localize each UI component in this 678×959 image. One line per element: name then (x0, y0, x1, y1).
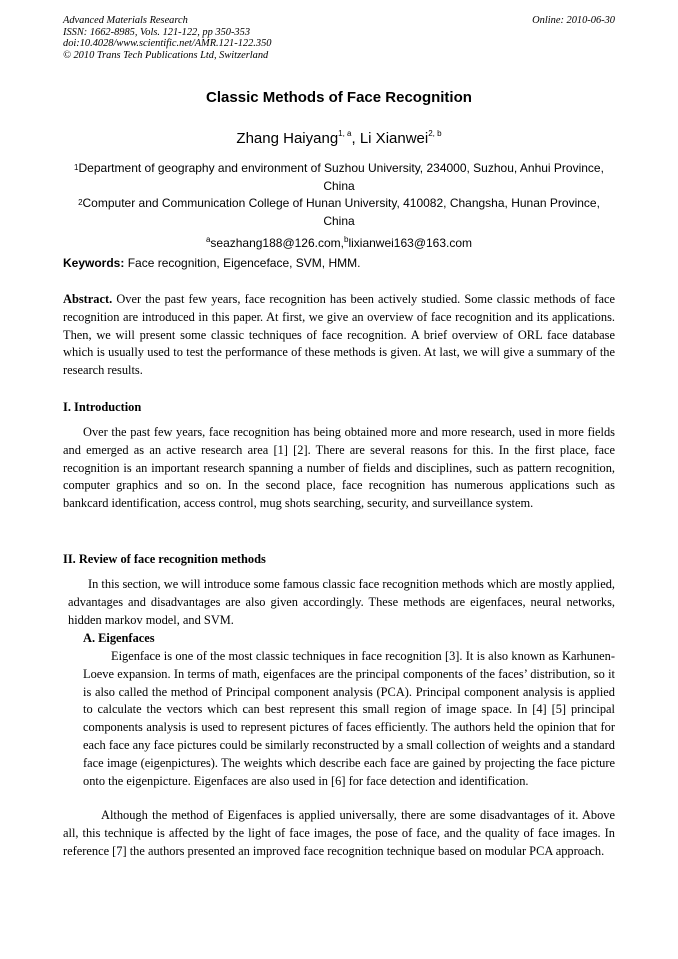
email-2: lixianwei163@163.com (348, 236, 473, 250)
issn-line: ISSN: 1662-8985, Vols. 121-122, pp 350-353 (63, 26, 251, 38)
abstract-text: Over the past few years, face recognition has been actively studied. Some classic methods of face recognition are introduced in this paper. At first, we give an overview of face recognition and its applications. Then, we will present some classic techniques of face recognition. A brief overview of ORL face database which is usually used to test the performance of these methods is given. At last, we will give a summary of the research results. (63, 292, 615, 378)
affiliation-2-line-1: Computer and Communication College of Hunan University, 410082, Changsha, Hunan Province, (82, 196, 600, 210)
journal-name: Advanced Materials Research (63, 15, 188, 26)
email-a-sup: a (205, 235, 211, 244)
keywords (63, 256, 360, 270)
affiliation-2-line-2: China (323, 213, 355, 228)
abstract (63, 291, 615, 380)
affiliation-2 (63, 195, 615, 230)
keywords-text: Face recognition, Eigenceface, SVM, HMM. (124, 256, 361, 270)
keywords-label: Keywords: (63, 256, 125, 270)
online-date: Online: 2010-06-30 (532, 15, 615, 26)
email-1: seazhang188@126.com, (210, 236, 344, 250)
paper-title: Classic Methods of Face Recognition (206, 89, 472, 106)
section-1-text: Over the past few years, face recognition has being obtained more and more research, used in more fields and emerged as an active research area [1] [2]. There are several reasons for this. In the first place, face recognition is an important research spanning a number of fields and disciplines, such as pattern recognition, computer graphics and so on. In the second place, face recognition has numerous applications such as bankcard identification, access control, mug shots searching, security, and surveillance system. (63, 425, 615, 511)
author-1-sup: 1, a (338, 129, 352, 138)
affiliation-1 (63, 160, 615, 195)
affiliation-1-line-2: China (323, 178, 355, 193)
author-separator: , (351, 130, 360, 147)
abstract-label: Abstract. (63, 292, 113, 306)
email-b-sup: b (344, 235, 349, 244)
journal-header (63, 15, 271, 61)
subsection-a-heading: A. Eigenfaces (83, 631, 155, 645)
eigenfaces-paragraph-2: Although the method of Eigenfaces is applied universally, there are some disadvantages of it. Above all, this technique is affected by the light of face images, the pose of face, and the quality of face images. In reference [7] the authors presented an improved face recognition technique based on modular PCA approach. (63, 808, 615, 858)
email-line (0, 236, 678, 250)
section-2-heading: II. Review of face recognition methods (63, 552, 266, 566)
author-2: Li Xianwei (359, 130, 429, 147)
author-line (0, 130, 678, 147)
affiliation-1-line-1: Department of geography and environment of Suzhou University, 234000, Suzhou, Anhui Province, (78, 161, 604, 175)
affiliation-2-sup: 2 (78, 198, 83, 207)
author-1: Zhang Haiyang (236, 130, 339, 147)
author-2-sup: 2, b (428, 129, 442, 138)
section-1-heading: I. Introduction (63, 400, 142, 414)
doi-line: doi:10.4028/www.scientific.net/AMR.121-122.350 (63, 38, 272, 50)
affiliation-1-sup: 1 (74, 163, 79, 172)
eigenfaces-paragraph-1: Eigenface is one of the most classic techniques in face recognition [3]. It is also known as Karhunen-Loeve expansion. In terms of math, eigenfaces are the principal components of the faces’ distribution, so it is also called the method of Principal component analysis (PCA). Principal component analysis is applied to calculate the vectors which can best represent this small region of image space. In [4] [5] principal components analysis is used to represent pictures of faces efficiently. The authors held the opinion that for each face any face pictures could be similarly reconstructed by a small collection of weights and a standard face image (eigenpictures). The weights which describe each face are gained by projecting the face picture onto the eigenpicture. Eigenfaces are also used in [6] for face detection and identification. (83, 649, 615, 788)
copyright-line: © 2010 Trans Tech Publications Ltd, Switzerland (63, 49, 269, 61)
section-2-text: In this section, we will introduce some famous classic face recognition methods which are mostly applied, advantages and disadvantages are also given accordingly. These methods are eigenfaces, neural networks, hidden markov model, and SVM. (68, 577, 615, 627)
